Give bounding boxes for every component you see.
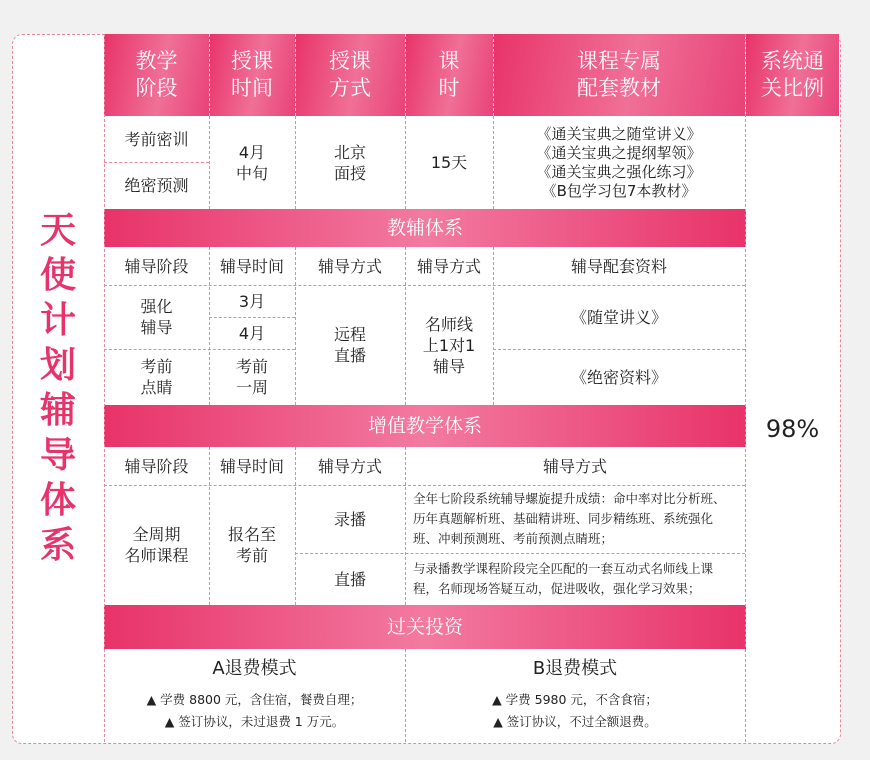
- refund-mode-b: [405, 649, 745, 742]
- grid-line: [405, 116, 406, 209]
- grid-line: [104, 485, 745, 486]
- grid-line: [493, 349, 745, 350]
- value-added-band: 增值教学体系: [104, 405, 746, 447]
- side-title-char: 使: [39, 254, 76, 296]
- investment-band: 过关投资: [104, 605, 746, 649]
- side-title-char: 计: [39, 299, 76, 341]
- course-books: [493, 116, 745, 209]
- header-hours: 课 时: [405, 34, 493, 116]
- grid-line: [295, 553, 745, 554]
- course-stage-2: 绝密预测: [124, 176, 189, 195]
- grid-line: [209, 116, 210, 209]
- value-stage: 全周期 名师课程: [124, 525, 189, 565]
- side-title-char: 系: [39, 524, 76, 566]
- tutoring-time-a2: 4月: [238, 323, 266, 343]
- course-hours: 15天: [430, 153, 468, 172]
- grid-line: [405, 247, 406, 405]
- value-desc-recorded: 全年七阶段系统辅导螺旋提升成绩：命中率对比分析班、历年真题解析班、基础精讲班、同步精练班、系统强化班、冲刺预测班、考前预测点睛班；: [413, 491, 726, 546]
- tutoring-header-time: 辅导时间: [219, 256, 284, 276]
- header-pass-rate: 系统通 关比例: [746, 34, 839, 116]
- refund-mode-b-title: B退费模式: [532, 658, 618, 679]
- grid-line: [745, 34, 746, 742]
- course-book: 《B包学习包7本教材》: [541, 181, 697, 200]
- value-header-mode: 辅导方式: [542, 456, 607, 476]
- value-desc-live: 与录播教学课程阶段完全匹配的一套互动式名师线上课程，名师现场答疑互动，促进吸收，强化学习效果；: [413, 561, 714, 596]
- tutoring-header-method: 辅导方式: [317, 256, 382, 276]
- header-divider: [493, 34, 494, 116]
- course-method: 北京 面授: [333, 142, 366, 183]
- grid-line: [104, 285, 745, 286]
- header-divider: [295, 34, 296, 116]
- header-time: 授课 时间: [209, 34, 295, 116]
- value-method-live: 直播: [333, 569, 366, 589]
- grid-line: [493, 247, 494, 405]
- value-header-stage: 辅导阶段: [124, 456, 189, 476]
- value-time: 报名至 考前: [227, 525, 276, 565]
- grid-line: [104, 349, 295, 350]
- header-method: 授课 方式: [295, 34, 405, 116]
- grid-line: [295, 116, 296, 209]
- tutoring-header-materials: 辅导配套资料: [570, 256, 667, 276]
- refund-mode-a: [104, 649, 405, 742]
- refund-mode-a-title: A退费模式: [212, 658, 297, 679]
- tutoring-stage-a: 强化 辅导: [140, 297, 173, 337]
- grid-line: [295, 247, 296, 405]
- course-book: 《通关宝典之提纲挈领》: [536, 143, 702, 162]
- refund-mode-b-line: ▲ 签订协议，不过全额退费。: [493, 714, 657, 729]
- grid-line: [104, 162, 209, 163]
- tutoring-method: 远程 直播: [333, 325, 366, 365]
- tutoring-time-b: 考前 一周: [235, 357, 268, 397]
- tutoring-stage-b: 考前 点睛: [140, 357, 173, 397]
- course-stage-1: 考前密训: [124, 129, 189, 149]
- refund-mode-a-line: ▲ 签订协议，未过退费 1 万元。: [164, 714, 345, 729]
- tutoring-material-a: 《随堂讲义》: [570, 307, 667, 327]
- tutoring-material-b: 《绝密资料》: [570, 367, 667, 387]
- course-book: 《通关宝典之随堂讲义》: [536, 124, 702, 143]
- course-book: 《通关宝典之强化练习》: [536, 162, 702, 181]
- refund-mode-a-line: ▲ 学费 8800 元，含住宿，餐费自理；: [146, 692, 363, 707]
- grid-line: [405, 649, 406, 742]
- side-title-char: 导: [39, 434, 76, 476]
- value-header-method: 辅导方式: [317, 456, 382, 476]
- grid-line: [209, 247, 210, 405]
- header-stage: 教学 阶段: [104, 34, 209, 116]
- grid-line: [209, 317, 295, 318]
- grid-line: [104, 34, 105, 742]
- tutoring-header-stage: 辅导阶段: [124, 256, 189, 276]
- side-title-char: 划: [39, 344, 76, 386]
- side-title: [12, 34, 104, 742]
- side-title-char: 辅: [39, 389, 76, 431]
- grid-line: [405, 447, 406, 605]
- grid-line: [209, 447, 210, 605]
- refund-mode-b-line: ▲ 学费 5980 元，不含食宿；: [492, 692, 658, 707]
- tutoring-time-a1: 3月: [238, 291, 266, 311]
- grid-line: [493, 116, 494, 209]
- pass-rate-value: 98%: [765, 414, 820, 443]
- side-title-char: 天: [39, 209, 76, 251]
- side-title-char: 体: [39, 479, 76, 521]
- grid-line: [295, 447, 296, 605]
- tutoring-band: 教辅体系: [104, 209, 746, 247]
- course-time: 4月 中旬: [235, 142, 268, 183]
- value-header-time: 辅导时间: [219, 456, 284, 476]
- header-divider: [405, 34, 406, 116]
- header-materials: 课程专属 配套教材: [493, 34, 745, 116]
- value-method-recorded: 录播: [333, 509, 366, 529]
- header-divider: [209, 34, 210, 116]
- tutoring-header-mode: 辅导方式: [416, 256, 481, 276]
- tutoring-mode: 名师线 上1对1 辅导: [422, 314, 476, 376]
